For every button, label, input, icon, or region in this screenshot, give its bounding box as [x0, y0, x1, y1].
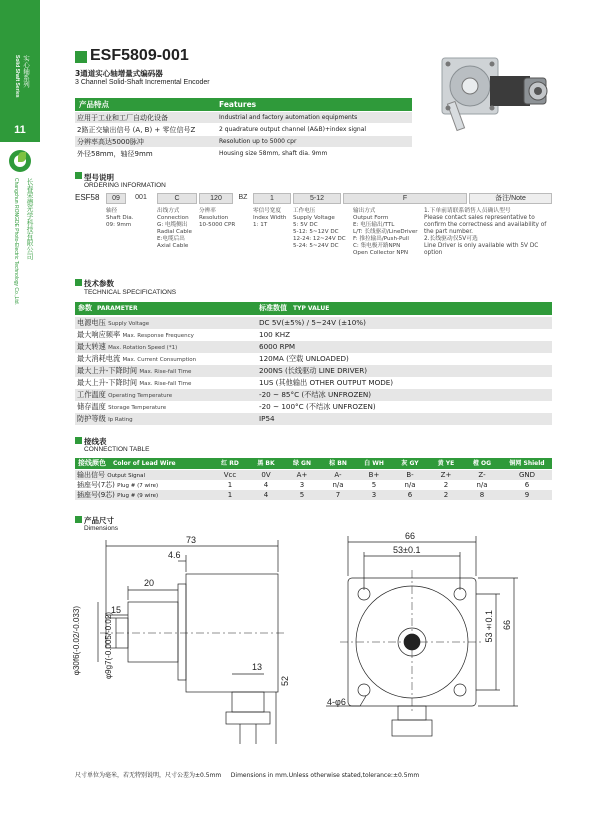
- ord-line: Axial Cable: [157, 243, 189, 249]
- conn-cell: 3: [299, 481, 305, 489]
- spec-value: 6000 RPM: [259, 342, 296, 351]
- ordering-col-resolution: [199, 208, 235, 229]
- conn-cell: 9: [524, 491, 530, 499]
- dim-73: 73: [186, 535, 197, 545]
- connection-title-en: CONNECTION TABLE: [84, 446, 150, 453]
- ord-line: 2.长线驱动仅5V可选: [424, 236, 478, 242]
- ord-line: E: 电压输出/TTL: [353, 222, 395, 228]
- conn-cell: 1: [227, 481, 233, 489]
- ord-line: Supply Voltage: [293, 215, 335, 221]
- spec-cn: 工作温度: [77, 390, 106, 399]
- specs-header: [75, 302, 552, 315]
- spec-cn: 储存温度: [77, 402, 106, 411]
- dim-66-h: 66: [502, 620, 512, 631]
- conn-cell: Z-: [478, 471, 486, 479]
- ord-line: C: 集电极开路NPN: [353, 243, 401, 249]
- dimensions-title-en: Dimensions: [84, 525, 118, 532]
- ordering-title-cn: 型号说明: [84, 173, 114, 182]
- dimensions-title-cn: 产品尺寸: [84, 516, 114, 525]
- ord-line: confirm the correctness and availability of: [424, 222, 547, 228]
- company-cn-name: 长春荣德光学科技有限公司: [25, 178, 33, 260]
- ord-line: Please contact sales representative to: [424, 215, 535, 221]
- spec-en: Supply Voltage: [108, 321, 150, 327]
- dimensions-marker: [75, 516, 82, 523]
- ord-line: 分辨率: [199, 208, 216, 214]
- ord-line: L/T: 长线驱动/LineDriver: [353, 229, 418, 235]
- ord-line: Output Form: [353, 215, 389, 221]
- spec-en: Storage Temperature: [108, 405, 167, 411]
- feature-en: Industrial and factory automation equipments: [219, 114, 358, 121]
- conn-head: 接线颜色: [78, 459, 106, 467]
- ordering-marker: [75, 172, 82, 179]
- code-note: 备注/Note: [469, 193, 552, 204]
- ordering-col-index: [253, 208, 286, 229]
- feature-en: Housing size 58mm, shaft dia. 9mm: [219, 150, 328, 157]
- features-header-en: Features: [219, 100, 257, 109]
- feature-row: [75, 124, 412, 136]
- specs-marker: [75, 279, 82, 286]
- sidebar: [0, 0, 40, 825]
- ord-line: the part number.: [424, 229, 474, 235]
- conn-head: 黑 BK: [257, 460, 275, 467]
- conn-cell: Vcc: [223, 471, 237, 479]
- ord-line: 轴径: [106, 208, 118, 214]
- ordering-col-voltage: [293, 208, 346, 250]
- code-connection: C: [157, 193, 197, 204]
- specs-header-cn: 参数: [78, 304, 92, 312]
- feature-row: [75, 136, 412, 148]
- sidebar-cn-title: 实心轴系列: [22, 55, 30, 88]
- feature-cn: 外径58mm，轴径9mm: [77, 150, 153, 158]
- spec-cn: 电源电压: [77, 318, 106, 327]
- spec-row: [75, 377, 552, 389]
- conn-cell: 8: [479, 491, 485, 499]
- conn-cn: 输出信号: [77, 471, 105, 479]
- connection-row: [75, 490, 552, 500]
- conn-cell: 7: [335, 491, 341, 499]
- spec-row: [75, 353, 552, 365]
- spec-row: [75, 389, 552, 401]
- ord-line: 10-5000 CPR: [199, 222, 236, 228]
- spec-en: Max. Rise-fall Time: [139, 369, 192, 375]
- specs-value-header-en: TYP VALUE: [293, 305, 330, 312]
- ordering-col-connection: [157, 208, 192, 250]
- conn-cell: 1: [227, 491, 233, 499]
- title-marker: [75, 51, 87, 63]
- conn-cell: Z+: [440, 471, 452, 479]
- conn-cell: 4: [263, 481, 269, 489]
- ord-line: Index Width: [253, 215, 287, 221]
- ord-line: Shaft Dia.: [106, 215, 134, 221]
- connection-header: [75, 458, 552, 469]
- spec-row: [75, 401, 552, 413]
- spec-en: Max. Rotation Speed (*1): [108, 345, 178, 351]
- dim-4-6: 4.6: [168, 550, 181, 560]
- ord-line: Open Collector NPN: [353, 250, 409, 256]
- connection-row: [75, 480, 552, 490]
- company-en-name: Changchun RONGDE Photo-Electric Technology Co.,Ltd.: [13, 178, 19, 305]
- conn-cell: 0V: [261, 471, 271, 479]
- conn-head: 棕 BN: [329, 460, 347, 467]
- spec-en: Max. Rise-fall Time: [139, 381, 192, 387]
- ordering-col-output: [353, 208, 418, 257]
- spec-en: Max. Current Consumption: [122, 357, 197, 363]
- conn-cell: A+: [296, 471, 308, 479]
- conn-cell: n/a: [476, 481, 488, 489]
- spec-cn: 最大上升-下降时间: [77, 378, 138, 387]
- conn-cell: 5: [299, 491, 305, 499]
- ord-line: Resolution: [199, 215, 229, 221]
- spec-en: Operating Temperature: [108, 393, 173, 399]
- spec-value: 1US (其他输出 OTHER OUTPUT MODE): [259, 378, 394, 387]
- conn-cell: GND: [518, 471, 536, 479]
- spec-value: -20 ~ 100°C (不结冰 UNFROZEN): [259, 402, 376, 411]
- dim-53-w: 53±0.1: [393, 545, 421, 555]
- ord-line: E:电缆后出: [157, 236, 185, 242]
- footer-note: 尺寸单位为毫米，若无特别说明，尺寸公差为±0.5mm Dimensions in mm.Unless otherwise stated,tolerance:±0.5mm: [75, 772, 420, 779]
- ord-line: 零信号宽度: [253, 208, 281, 214]
- spec-value: IP54: [259, 414, 275, 423]
- spec-en: Ip Rating: [108, 417, 133, 423]
- spec-cn: 防护等级: [77, 414, 106, 423]
- spec-row: [75, 341, 552, 353]
- conn-head: Color of Lead Wire: [113, 460, 176, 467]
- spec-row: [75, 413, 552, 425]
- conn-cell: 4: [263, 491, 269, 499]
- feature-cn: 分辨率高达5000脉冲: [77, 138, 144, 146]
- conn-en: Output Signal: [107, 473, 145, 479]
- conn-head: 灰 GY: [401, 460, 419, 467]
- conn-cell: 6: [407, 491, 413, 499]
- spec-row: [75, 329, 552, 341]
- subtitle-en: 3 Channel Solid-Shaft Incremental Encoder: [75, 79, 210, 86]
- sidebar-en-title: Solid Shaft Series: [14, 55, 20, 98]
- ord-line: Connection: [157, 215, 189, 221]
- subtitle-cn: 3通道实心轴增量式编码器: [75, 69, 163, 78]
- conn-cn: 插座号(9芯): [77, 491, 115, 499]
- ord-line: 1: 1T: [253, 222, 268, 228]
- conn-cell: 6: [524, 481, 530, 489]
- spec-cn: 最大上升-下降时间: [77, 366, 138, 375]
- feature-cn: 2路正交输出信号 (A, B) + 零位信号Z: [77, 126, 196, 134]
- dim-52: 52: [280, 676, 290, 687]
- ord-line: 输出方式: [353, 208, 376, 214]
- connection-row: [75, 470, 552, 480]
- dim-13: 13: [252, 662, 263, 672]
- conn-cell: 2: [443, 491, 449, 499]
- code-output: F: [343, 193, 467, 204]
- conn-en: Plug # (7 wire): [117, 483, 159, 489]
- ord-line: option: [424, 250, 443, 256]
- ordering-notes: [424, 208, 546, 257]
- page-title: ESF5809-001: [90, 47, 189, 64]
- feature-row: [75, 148, 412, 160]
- code-voltage: 5-12: [293, 193, 341, 204]
- conn-en: Plug # (9 wire): [117, 493, 159, 499]
- ord-line: 5-12: 5~12V DC: [293, 229, 339, 235]
- sidebar-green-band: [0, 0, 40, 118]
- conn-cell: 3: [371, 491, 377, 499]
- conn-head: 红 RD: [221, 460, 239, 467]
- ordering-title-en: ORDERING INFORMATION: [84, 182, 166, 189]
- conn-cell: B+: [368, 471, 380, 479]
- ordering-col-shaft: [106, 208, 133, 229]
- ord-line: 出线方式: [157, 208, 180, 214]
- specs-title-en: TECHNICAL SPECIFICATIONS: [84, 289, 177, 296]
- conn-cell: B-: [406, 471, 414, 479]
- conn-head: 绿 GN: [292, 460, 312, 467]
- conn-cell: 5: [371, 481, 377, 489]
- ord-line: Line Driver is only available with 5V DC: [424, 243, 539, 249]
- ord-line: G: 电缆侧出: [157, 222, 188, 228]
- ord-line: 1.下单前请联系销售人员确认型号: [424, 208, 511, 214]
- conn-cell: 2: [443, 481, 449, 489]
- connection-marker: [75, 437, 82, 444]
- conn-cell: n/a: [332, 481, 344, 489]
- conn-cell: A-: [334, 471, 342, 479]
- dim-66-w: 66: [405, 531, 416, 541]
- spec-value: 120MA (空载 UNLOADED): [259, 354, 349, 363]
- company-logo: [9, 150, 31, 172]
- features-header-cn: 产品特点: [79, 100, 109, 109]
- spec-cn: 最大转速: [77, 342, 106, 351]
- code-resolution: 120: [199, 193, 233, 204]
- feature-row: [75, 112, 412, 124]
- conn-head: 黄 YE: [437, 460, 455, 467]
- ord-line: Radial Cable: [157, 229, 192, 235]
- ord-line: 09: 9mm: [106, 222, 132, 228]
- ord-line: 5: 5V DC: [293, 222, 318, 228]
- specs-header-en: PARAMETER: [97, 305, 138, 312]
- spec-cn: 最大响应频率: [77, 330, 121, 339]
- spec-en: Max. Response Frequency: [122, 333, 194, 339]
- spec-cn: 最大消耗电流: [77, 354, 121, 363]
- feature-en: 2 quadrature output channel (A&B)+index signal: [219, 126, 367, 133]
- dim-20: 20: [144, 578, 155, 588]
- specs-title-cn: 技术参数: [84, 279, 114, 288]
- conn-head: 橙 OG: [472, 460, 492, 467]
- dim-d30: φ30f6(-0.02/-0.033): [72, 606, 81, 676]
- spec-value: -20 ~ 85°C (不结冰 UNFROZEN): [259, 390, 372, 399]
- spec-value: DC 5V(±5%) / 5~24V (±10%): [259, 318, 366, 327]
- specs-value-header-cn: 标准数值: [259, 304, 287, 312]
- conn-cell: n/a: [404, 481, 416, 489]
- ord-line: 12-24: 12~24V DC: [293, 236, 346, 242]
- ord-line: 5-24: 5~24V DC: [293, 243, 339, 249]
- code-shaft: 09: [106, 193, 126, 204]
- conn-cn: 插座号(7芯): [77, 481, 115, 489]
- spec-value: 100 KHZ: [259, 330, 291, 339]
- page-number: 11: [0, 118, 40, 142]
- ord-line: 工作电压: [293, 208, 316, 214]
- ord-line: F: 推拉输出/Push-Pull: [353, 236, 409, 242]
- dim-53-h: 53±0.1: [484, 610, 494, 643]
- spec-row: [75, 317, 552, 329]
- conn-head: 白 WH: [364, 460, 384, 467]
- feature-en: Resolution up to 5000 cpr: [219, 138, 297, 145]
- features-header: [75, 98, 412, 111]
- connection-title-cn: 接线表: [84, 437, 107, 446]
- feature-cn: 应用于工业和工厂自动化设备: [77, 114, 168, 122]
- spec-row: [75, 365, 552, 377]
- code-bz: BZ: [238, 194, 248, 201]
- spec-value: 200NS (长线驱动 LINE DRIVER): [259, 366, 368, 375]
- code-variant: 001: [135, 194, 147, 201]
- code-index: 1: [253, 193, 291, 204]
- dim-15: 15: [111, 605, 122, 615]
- code-prefix: ESF58: [75, 193, 100, 202]
- product-photo: [428, 48, 558, 148]
- dim-d9: φ9g7(-0.005/-0.02): [104, 612, 113, 680]
- conn-head: 铜网 Shield: [509, 460, 545, 467]
- dim-holes: 4-φ6: [327, 697, 346, 707]
